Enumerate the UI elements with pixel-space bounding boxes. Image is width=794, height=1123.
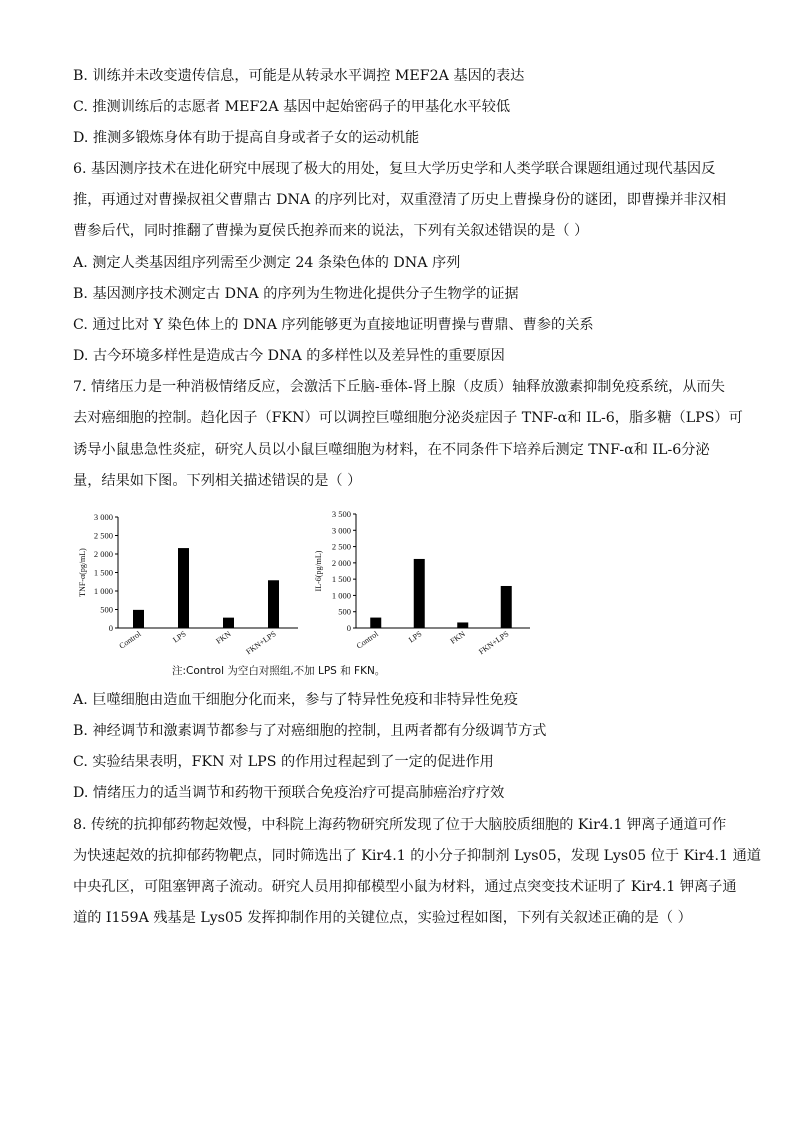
q7-stem-line-3: 诱导小鼠患急性炎症，研究人员以小鼠巨噬细胞为材料，在不同条件下培养后测定 TNF-α和 IL-6分泌 bbox=[73, 442, 710, 458]
y-tick-label: 500 bbox=[100, 604, 113, 615]
y-tick-label: 500 bbox=[338, 606, 351, 617]
y-tick-label: 1 000 bbox=[331, 590, 351, 601]
y-tick-label: 1 500 bbox=[93, 567, 113, 578]
y-tick-label: 3 500 bbox=[331, 509, 351, 519]
bar-lps bbox=[178, 548, 189, 628]
y-axis-title: TNF-α(pg/mL) bbox=[78, 548, 87, 597]
y-tick-label: 2 500 bbox=[93, 530, 113, 541]
il6-chart-svg bbox=[312, 508, 542, 658]
q7-stem-line-1: 7. 情绪压力是一种消极情绪反应，会激活下丘脑-垂体-肾上腺（皮质）轴释放激素抑制免疫系统，从而失 bbox=[73, 379, 725, 395]
bar-control bbox=[133, 610, 144, 628]
bar-fkn-lps bbox=[501, 586, 512, 628]
il6-bar-chart bbox=[312, 508, 542, 658]
tnf-alpha-chart-svg bbox=[76, 508, 306, 658]
tnf-alpha-bar-chart bbox=[76, 508, 306, 658]
q5-option-b: B. 训练并未改变遗传信息，可能是从转录水平调控 MEF2A 基因的表达 bbox=[73, 68, 525, 84]
y-tick-label: 3 000 bbox=[93, 512, 113, 522]
y-tick-label: 3 000 bbox=[331, 525, 351, 536]
y-tick-label: 1 500 bbox=[331, 574, 351, 585]
q6-option-d: D. 古今环境多样性是造成古今 DNA 的多样性以及差异性的重要原因 bbox=[73, 348, 505, 364]
q8-stem-line-3: 中央孔区，可阻塞钾离子流动。研究人员用抑郁模型小鼠为材料，通过点突变技术证明了 Kir4.1 钾离子通 bbox=[73, 879, 737, 895]
bar-fkn bbox=[223, 618, 234, 628]
x-tick-label: FKN+LPS bbox=[477, 629, 511, 657]
q8-stem-line-2: 为快速起效的抗抑郁药物靶点，同时筛选出了 Kir4.1 的小分子抑制剂 Lys05，发现 Lys05 位于 Kir4.1 通道 bbox=[73, 848, 761, 864]
bar-fkn bbox=[457, 622, 468, 628]
bar-lps bbox=[414, 559, 425, 628]
q6-stem-line-1: 6. 基因测序技术在进化研究中展现了极大的用处，复旦大学历史学和人类学联合课题组通过现代基因反 bbox=[73, 161, 716, 177]
q8-stem-line-1: 8. 传统的抗抑郁药物起效慢，中科院上海药物研究所发现了位于大脑胶质细胞的 Kir4.1 钾离子通道可作 bbox=[73, 817, 727, 833]
q7-option-c: C. 实验结果表明，FKN 对 LPS 的作用过程起到了一定的促进作用 bbox=[73, 754, 494, 770]
y-tick-label: 0 bbox=[346, 623, 351, 633]
q7-stem-line-4: 量，结果如下图。下列相关描述错误的是（ ） bbox=[73, 473, 362, 489]
q6-option-b: B. 基因测序技术测定古 DNA 的序列为生物进化提供分子生物学的证据 bbox=[73, 286, 519, 302]
x-tick-label: LPS bbox=[171, 629, 188, 645]
y-tick-label: 2 500 bbox=[331, 541, 351, 552]
q6-option-c: C. 通过比对 Y 染色体上的 DNA 序列能够更为直接地证明曹操与曹鼎、曹参的关系 bbox=[73, 317, 594, 333]
y-axis-title: IL-6(pg/mL) bbox=[314, 550, 323, 592]
bar-fkn-lps bbox=[268, 580, 279, 628]
q7-stem-line-2: 去对癌细胞的控制。趋化因子（FKN）可以调控巨噬细胞分泌炎症因子 TNF-α和 IL-6，脂多糖（LPS）可 bbox=[73, 410, 743, 426]
q7-option-a: A. 巨噬细胞由造血干细胞分化而来，参与了特异性免疫和非特异性免疫 bbox=[73, 692, 518, 708]
q7-option-b: B. 神经调节和激素调节都参与了对癌细胞的控制，且两者都有分级调节方式 bbox=[73, 723, 547, 739]
q6-stem-line-2: 推，再通过对曹操叔祖父曹鼎古 DNA 的序列比对，双重澄清了历史上曹操身份的谜团，即曹操并非汉相 bbox=[73, 192, 727, 208]
q5-option-d: D. 推测多锻炼身体有助于提高自身或者子女的运动机能 bbox=[73, 130, 420, 146]
x-tick-label: Control bbox=[354, 629, 380, 651]
y-tick-label: 1 000 bbox=[93, 586, 113, 596]
bar-control bbox=[370, 618, 381, 628]
x-tick-label: LPS bbox=[406, 629, 424, 645]
x-tick-label: FKN bbox=[448, 629, 467, 646]
q6-option-a: A. 测定人类基因组序列需至少测定 24 条染色体的 DNA 序列 bbox=[73, 255, 461, 271]
q6-stem-line-3: 曹参后代，同时推翻了曹操为夏侯氏抱养而来的说法，下列有关叙述错误的是（ ） bbox=[73, 223, 589, 239]
y-tick-label: 2 000 bbox=[331, 557, 351, 568]
q8-stem-line-4: 道的 I159A 残基是 Lys05 发挥抑制作用的关键位点，实验过程如图，下列有关叙述正确的是（ ） bbox=[73, 910, 692, 926]
x-tick-label: Control bbox=[117, 629, 143, 651]
q7-option-d: D. 情绪压力的适当调节和药物干预联合免疫治疗可提高肺癌治疗疗效 bbox=[73, 785, 505, 801]
chart-footnote: 注:Control 为空白对照组,不加 LPS 和 FKN。 bbox=[172, 665, 386, 677]
x-tick-label: FKN bbox=[214, 629, 233, 646]
q5-option-c: C. 推测训练后的志愿者 MEF2A 基因中起始密码子的甲基化水平较低 bbox=[73, 99, 511, 115]
y-tick-label: 0 bbox=[108, 623, 113, 633]
y-tick-label: 2 000 bbox=[93, 549, 113, 559]
x-tick-label: FKN+LPS bbox=[244, 629, 278, 657]
